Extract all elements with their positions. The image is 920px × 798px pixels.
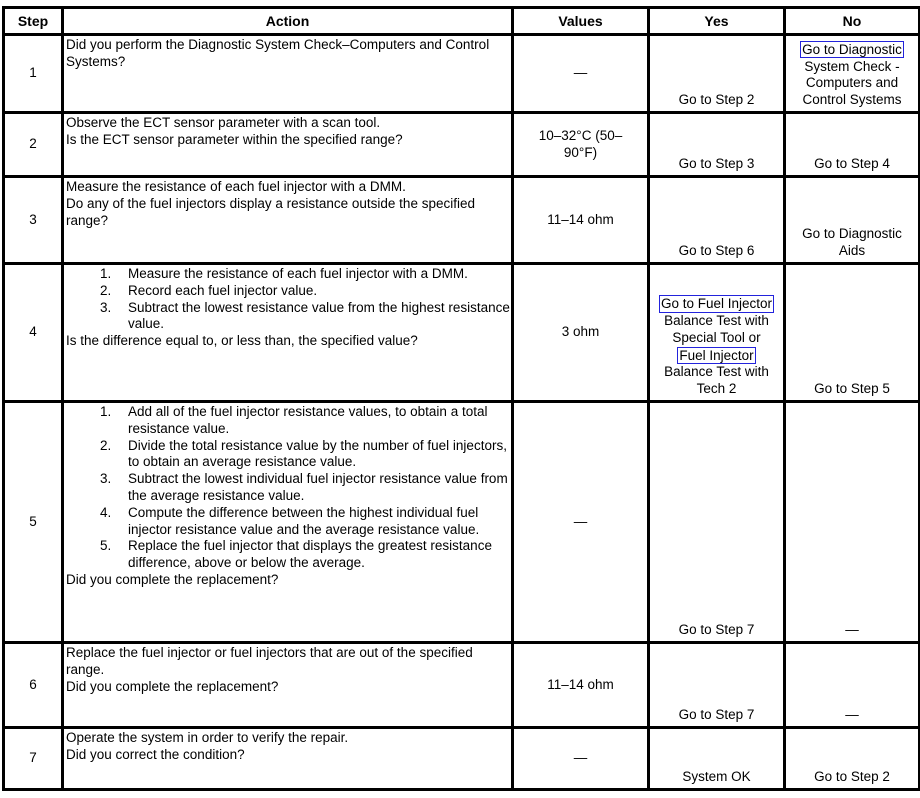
action-list-item: Replace the fuel injector that displays the greatest resistance difference, above or below the average. bbox=[128, 538, 492, 571]
action-question: Is the ECT sensor parameter within the specified range? bbox=[66, 131, 403, 147]
action-question: Do any of the fuel injectors display a resistance outside the specified range? bbox=[66, 195, 475, 228]
table-row bbox=[4, 113, 920, 177]
yes-cell bbox=[649, 35, 785, 113]
cell-text: Go to Step 2 bbox=[678, 92, 755, 108]
table-row bbox=[4, 643, 920, 728]
step-number: 6 bbox=[29, 676, 37, 692]
step-cell bbox=[4, 113, 63, 177]
action-question: Is the difference equal to, or less than, the specified value? bbox=[66, 333, 418, 349]
values-cell bbox=[513, 113, 649, 177]
link-text[interactable]: Fuel Injector bbox=[679, 347, 754, 363]
action-text: Operate the system in order to verify the repair. bbox=[66, 730, 349, 745]
table-row bbox=[4, 402, 920, 643]
no-cell bbox=[785, 35, 920, 113]
action-list-item: Compute the difference between the highest individual fuel injector resistance value and the average resistance value. bbox=[128, 504, 480, 537]
action-cell bbox=[63, 177, 513, 264]
action-list-item: Record each fuel injector value. bbox=[128, 282, 318, 298]
cell-text: Go to Step 6 bbox=[678, 243, 755, 259]
value-text: — bbox=[573, 65, 588, 81]
step-number: 1 bbox=[29, 65, 37, 81]
no-cell bbox=[785, 402, 920, 643]
table-row bbox=[4, 35, 920, 113]
action-list bbox=[66, 266, 511, 333]
table-row bbox=[4, 264, 920, 402]
value-text: — bbox=[573, 513, 588, 529]
yes-cell bbox=[649, 402, 785, 643]
no-cell bbox=[785, 643, 920, 728]
step-number: 7 bbox=[29, 750, 37, 766]
no-cell bbox=[785, 177, 920, 264]
diagnostic-table bbox=[2, 6, 920, 791]
action-cell bbox=[63, 643, 513, 728]
cell-text: — bbox=[845, 707, 859, 723]
action-list-item: Measure the resistance of each fuel injector with a DMM. bbox=[128, 266, 468, 281]
link-text[interactable]: Go to Fuel Injector bbox=[660, 296, 773, 312]
table-row bbox=[4, 728, 920, 790]
cell-text: System OK bbox=[682, 769, 751, 785]
action-list-item: Divide the total resistance value by the number of fuel injectors, to obtain an average resistance value. bbox=[128, 437, 507, 470]
action-question: Did you complete the replacement? bbox=[66, 678, 279, 694]
value-text: — bbox=[573, 750, 588, 766]
action-text: Did you perform the Diagnostic System Check–Computers and Control Systems? bbox=[66, 37, 490, 69]
cell-text: System Check - Computers and Control Systems bbox=[802, 58, 902, 108]
col-header-no: No bbox=[785, 8, 920, 35]
action-text: Replace the fuel injector or fuel injectors that are out of the specified range. bbox=[66, 645, 473, 677]
action-list bbox=[66, 404, 511, 572]
cell-text: Go to Step 3 bbox=[678, 156, 755, 172]
no-cell bbox=[785, 113, 920, 177]
action-text: Measure the resistance of each fuel injector with a DMM. bbox=[66, 179, 406, 194]
cell-text: — bbox=[845, 622, 859, 638]
cell-text: Balance Test with Tech 2 bbox=[664, 364, 769, 397]
cell-text: Go to Step 5 bbox=[814, 381, 890, 397]
action-question: Did you correct the condition? bbox=[66, 746, 245, 762]
values-cell bbox=[513, 643, 649, 728]
step-cell bbox=[4, 728, 63, 790]
values-cell bbox=[513, 264, 649, 402]
values-cell bbox=[513, 177, 649, 264]
cell-text: Go to Step 4 bbox=[814, 156, 890, 172]
yes-cell bbox=[649, 264, 785, 402]
cell-text: Go to Diagnostic Aids bbox=[802, 226, 902, 259]
step-number: 4 bbox=[29, 324, 37, 340]
action-text: Observe the ECT sensor parameter with a scan tool. bbox=[66, 115, 381, 130]
link-text[interactable]: Go to Diagnostic bbox=[802, 41, 902, 57]
yes-cell bbox=[649, 113, 785, 177]
no-cell bbox=[785, 728, 920, 790]
values-cell bbox=[513, 402, 649, 643]
action-cell bbox=[63, 35, 513, 113]
col-header-yes: Yes bbox=[649, 8, 785, 35]
cell-text: Balance Test with Special Tool or bbox=[664, 313, 769, 345]
cell-text: Go to Step 7 bbox=[678, 622, 755, 638]
value-text: 10–32°C (50–90°F) bbox=[538, 127, 623, 160]
action-cell bbox=[63, 264, 513, 402]
action-list-item: Subtract the lowest resistance value from the highest resistance value. bbox=[128, 299, 510, 332]
step-number: 2 bbox=[29, 136, 37, 152]
table-row bbox=[4, 177, 920, 264]
step-number: 3 bbox=[29, 211, 37, 227]
step-number: 5 bbox=[29, 513, 37, 529]
value-text: 3 ohm bbox=[561, 324, 600, 340]
col-header-action: Action bbox=[63, 8, 513, 35]
values-cell bbox=[513, 728, 649, 790]
header-row bbox=[4, 8, 920, 35]
step-cell bbox=[4, 35, 63, 113]
step-cell bbox=[4, 402, 63, 643]
action-question: Did you complete the replacement? bbox=[66, 571, 279, 587]
no-cell bbox=[785, 264, 920, 402]
action-cell bbox=[63, 113, 513, 177]
step-cell bbox=[4, 643, 63, 728]
step-cell bbox=[4, 177, 63, 264]
value-text: 11–14 ohm bbox=[547, 676, 614, 692]
yes-cell bbox=[649, 177, 785, 264]
value-text: 11–14 ohm bbox=[547, 211, 614, 227]
yes-cell bbox=[649, 643, 785, 728]
action-cell bbox=[63, 728, 513, 790]
col-header-values: Values bbox=[513, 8, 649, 35]
action-list-item: Subtract the lowest individual fuel injector resistance value from the average resistance value. bbox=[128, 471, 508, 503]
action-list-item: Add all of the fuel injector resistance values, to obtain a total resistance value. bbox=[128, 404, 488, 436]
step-cell bbox=[4, 264, 63, 402]
yes-cell bbox=[649, 728, 785, 790]
cell-text: Go to Step 2 bbox=[814, 769, 890, 785]
table-body bbox=[4, 35, 920, 790]
cell-text: Go to Step 7 bbox=[678, 707, 755, 723]
action-cell bbox=[63, 402, 513, 643]
col-header-step: Step bbox=[4, 8, 63, 35]
values-cell bbox=[513, 35, 649, 113]
